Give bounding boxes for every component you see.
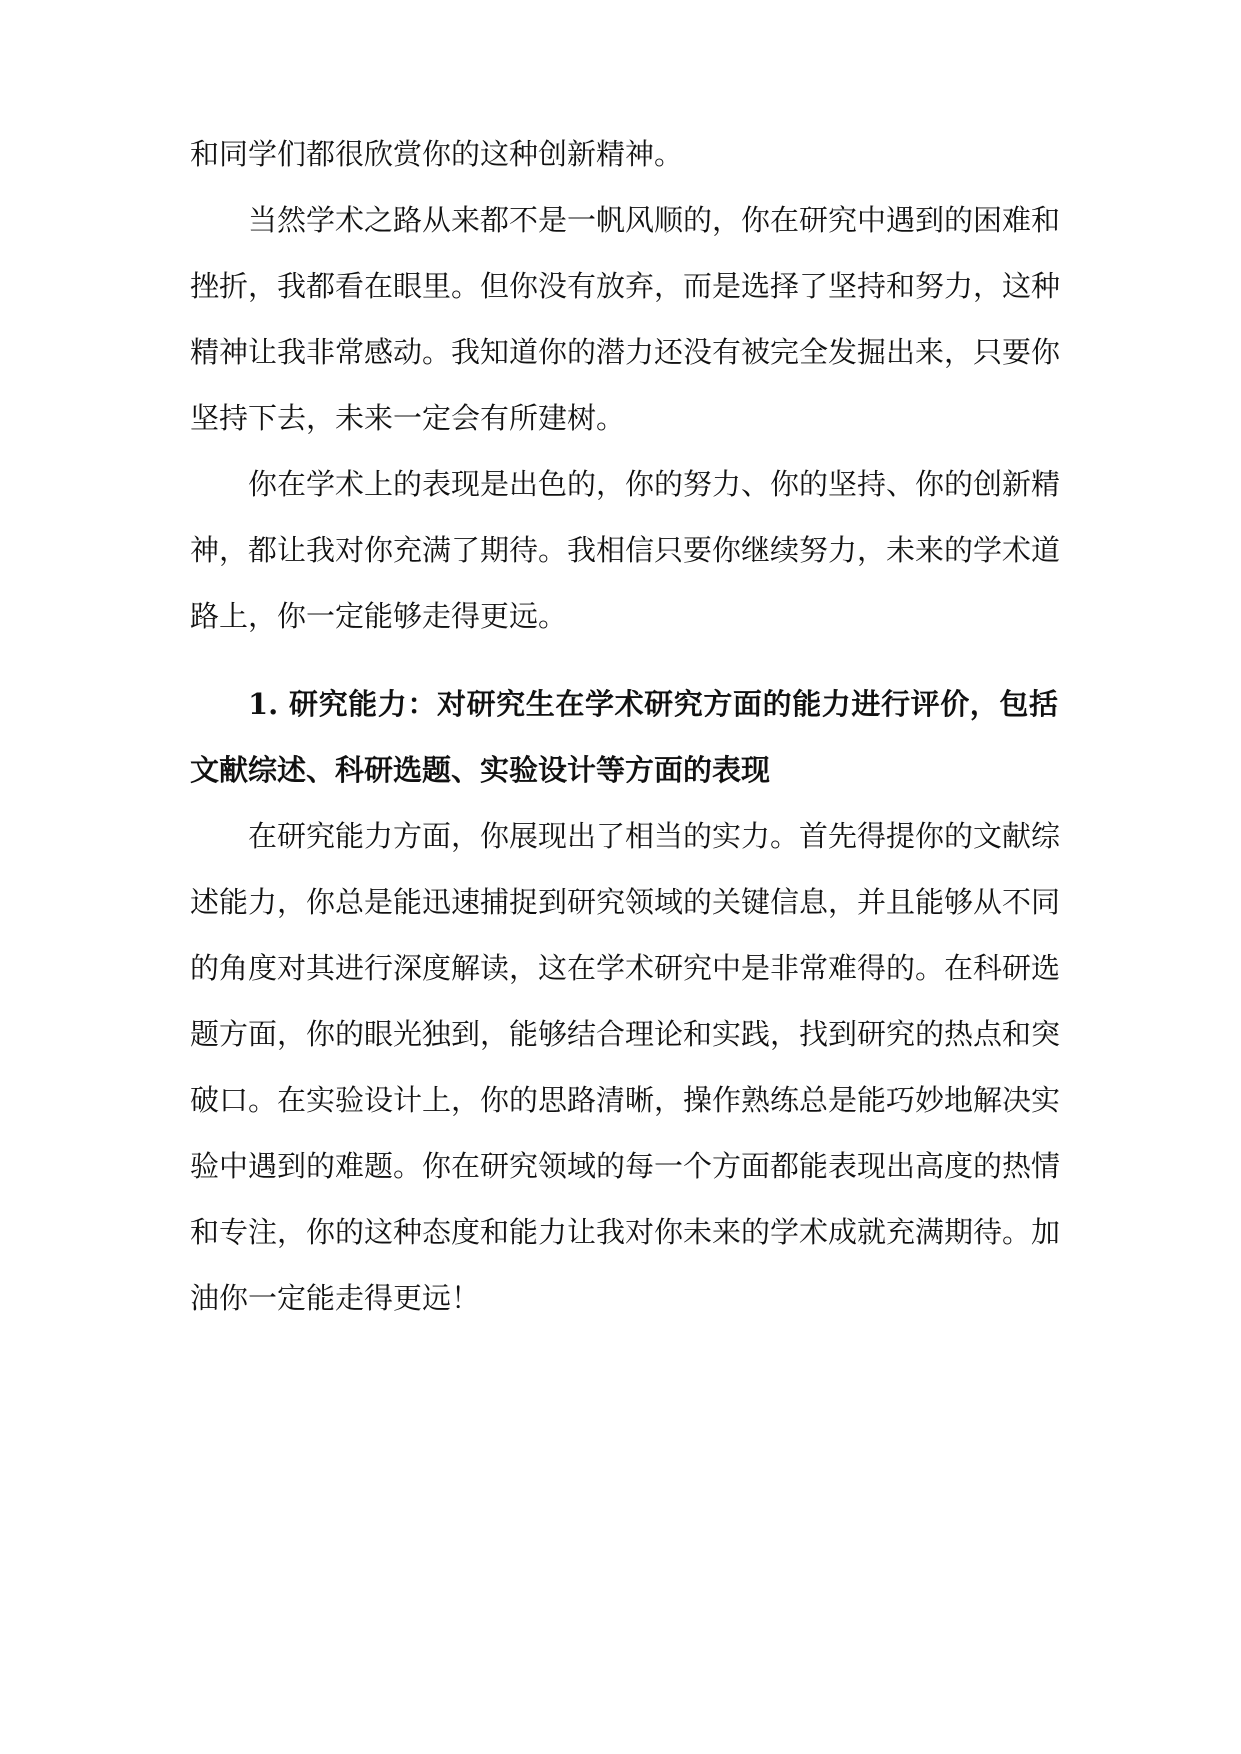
body-line: 在研究能力方面，你展现出了相当的实力。首先得提你的文献综 <box>248 819 1061 853</box>
body-line: 油你一定能走得更远！ <box>190 1281 481 1315</box>
body-line: 述能力，你总是能迅速捕捉到研究领域的关键信息，并且能够从不同 <box>190 885 1061 919</box>
body-line: 破口。在实验设计上，你的思路清晰，操作熟练总是能巧妙地解决实 <box>190 1083 1061 1117</box>
body-line: 路上，你一定能够走得更远。 <box>190 599 568 633</box>
body-line: 精神让我非常感动。我知道你的潜力还没有被完全发掘出来，只要你 <box>190 335 1061 369</box>
section-heading-line: 1. 研究能力：对研究生在学术研究方面的能力进行评价，包括 <box>248 687 1058 721</box>
body-line: 的角度对其进行深度解读，这在学术研究中是非常难得的。在科研选 <box>190 951 1061 985</box>
body-line: 和同学们都很欣赏你的这种创新精神。 <box>190 137 684 171</box>
body-line: 题方面，你的眼光独到，能够结合理论和实践，找到研究的热点和突 <box>190 1017 1061 1051</box>
section-heading-line: 文献综述、科研选题、实验设计等方面的表现 <box>190 753 771 787</box>
body-line: 验中遇到的难题。你在研究领域的每一个方面都能表现出高度的热情 <box>190 1149 1061 1183</box>
body-line: 和专注，你的这种态度和能力让我对你未来的学术成就充满期待。加 <box>190 1215 1061 1249</box>
body-line: 神，都让我对你充满了期待。我相信只要你继续努力，未来的学术道 <box>190 533 1061 567</box>
body-line: 坚持下去，未来一定会有所建树。 <box>190 401 626 435</box>
body-line: 你在学术上的表现是出色的，你的努力、你的坚持、你的创新精 <box>248 467 1061 501</box>
body-line: 当然学术之路从来都不是一帆风顺的，你在研究中遇到的困难和 <box>248 203 1061 237</box>
body-line: 挫折，我都看在眼里。但你没有放弃，而是选择了坚持和努力，这种 <box>190 269 1061 303</box>
